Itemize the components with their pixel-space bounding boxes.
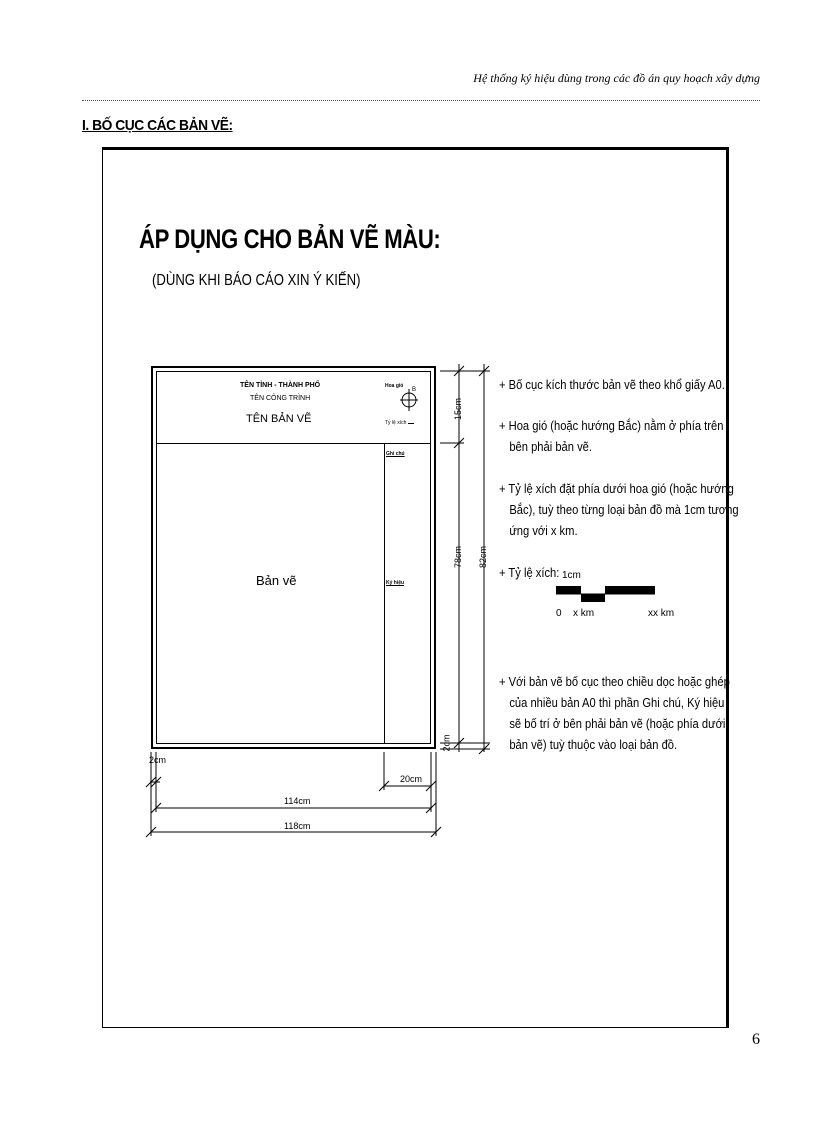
note-vertical-line4: bản vẽ) tuỳ thuộc vào loại bản đồ. bbox=[509, 737, 678, 752]
scale-bar-graphic bbox=[556, 584, 656, 606]
scale-zero-label: 0 bbox=[556, 608, 562, 619]
note-paper-size: + Bố cục kích thước bản vẽ theo khổ giấy A0. bbox=[499, 377, 725, 392]
note-wind-rose-line2: bên phải bản vẽ. bbox=[509, 439, 593, 454]
wind-rose-label: Hoa gió bbox=[385, 383, 404, 389]
section-heading: I. BỐ CỤC CÁC BẢN VẼ: bbox=[82, 117, 233, 134]
note-vertical-layout bbox=[499, 671, 730, 755]
dim-outer-height: 82cm bbox=[478, 545, 489, 569]
scale-title: + Tỷ lệ xích: bbox=[499, 565, 560, 580]
dim-sidebar-width: 20cm bbox=[400, 774, 423, 784]
panel-title: ÁP DỤNG CHO BẢN VẼ MÀU: bbox=[139, 224, 441, 254]
panel-subtitle: (DÙNG KHI BÁO CÁO XIN Ý KIẾN) bbox=[152, 272, 361, 289]
dim-inner-height: 78cm bbox=[453, 545, 464, 569]
dim-title-block-height: 15cm bbox=[453, 397, 464, 421]
note-wind-rose bbox=[499, 415, 724, 457]
dim-bottom-margin: 2cm bbox=[441, 734, 452, 752]
note-wind-rose-line1: + Hoa gió (hoặc hướng Bắc) nằm ở phía trên bbox=[499, 418, 724, 433]
province-label: TÊN TỈNH - THÀNH PHỐ bbox=[240, 382, 321, 389]
dim-inner-width: 114cm bbox=[284, 796, 311, 806]
svg-text:B: B bbox=[412, 387, 417, 393]
note-scale-placement bbox=[499, 478, 739, 541]
project-label: TÊN CÔNG TRÌNH bbox=[250, 395, 311, 402]
note-scale-line2: Bắc), tuỳ theo từng loại bản đồ mà 1cm tương bbox=[509, 502, 739, 517]
note-scale-line1: + Tỷ lệ xích đặt phía dưới hoa gió (hoặc hướng bbox=[499, 481, 734, 496]
page-number: 6 bbox=[752, 1031, 760, 1048]
notes-label: Ghi chú bbox=[386, 451, 405, 457]
dim-side-margin: 2cm bbox=[149, 755, 167, 765]
drawing-name-label: TÊN BẢN VẼ bbox=[246, 413, 312, 425]
scale-xx-label: xx km bbox=[648, 608, 675, 619]
dim-outer-width: 118cm bbox=[284, 821, 311, 831]
note-vertical-line2: của nhiều bản A0 thì phần Ghi chú, Ký hiệu bbox=[509, 695, 725, 710]
note-scale-line3: ứng với x km. bbox=[509, 523, 578, 538]
scale-x-label: x km bbox=[573, 608, 595, 619]
note-vertical-line3: sẽ bố trí ở bên phải bản vẽ (hoặc phía dưới bbox=[509, 716, 726, 731]
running-header: Hệ thống ký hiệu dùng trong các đồ án quy hoạch xây dựng bbox=[473, 71, 760, 85]
drawing-area-label: Bản vẽ bbox=[256, 573, 297, 588]
note-vertical-line1: + Với bản vẽ bố cục theo chiều dọc hoặc ghép bbox=[499, 674, 730, 689]
scale-unit-label: 1cm bbox=[562, 570, 581, 581]
scale-label: Tỷ lệ xích bbox=[385, 420, 407, 426]
legend-label: Ký hiệu bbox=[386, 580, 405, 586]
